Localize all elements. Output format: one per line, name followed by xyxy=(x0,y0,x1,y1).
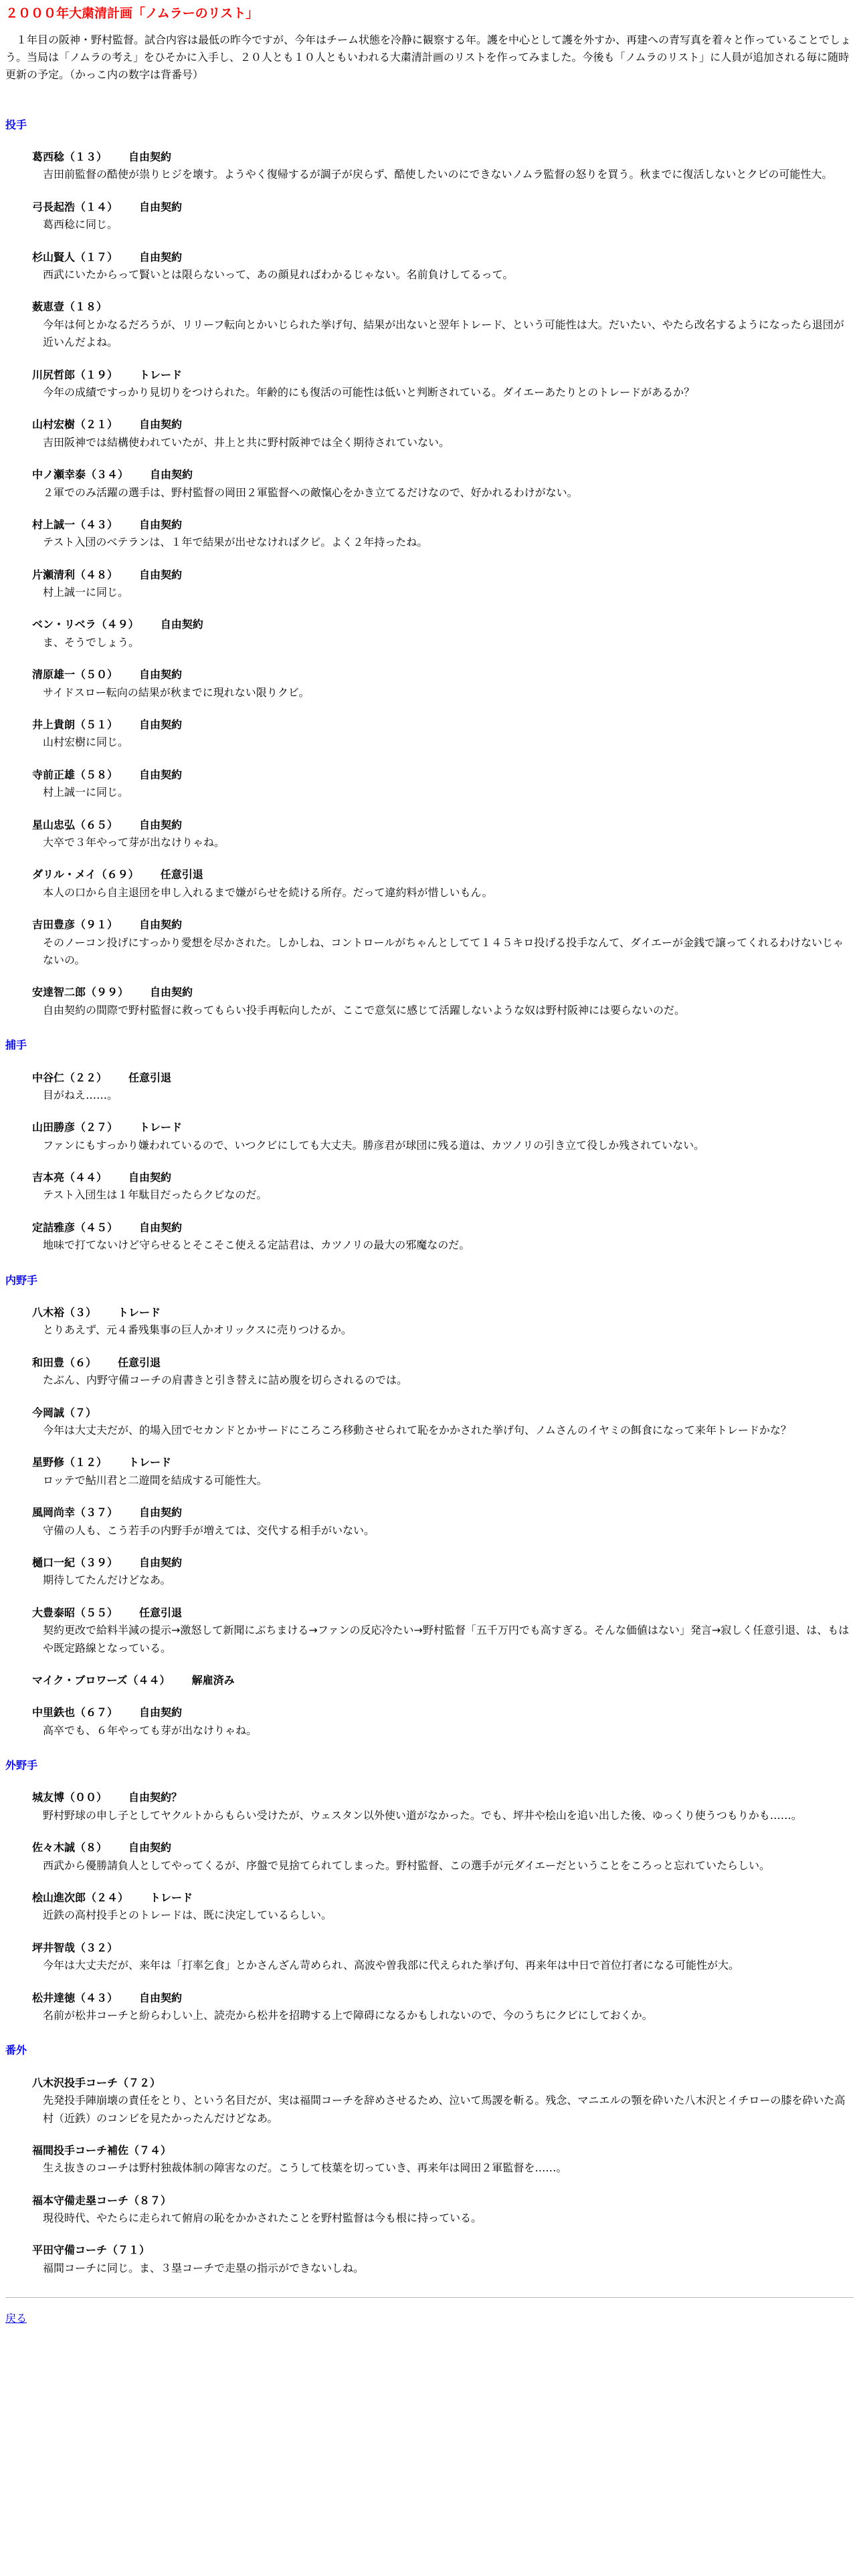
list-item xyxy=(32,298,854,351)
player-name: 八木沢投手コーチ（７２） xyxy=(32,2076,161,2089)
list-item xyxy=(32,199,854,234)
player-name-row xyxy=(32,298,854,316)
player-status: 自由契約 xyxy=(139,518,183,531)
player-status: 自由契約 xyxy=(150,468,193,481)
player-status: 任意引退 xyxy=(118,1356,161,1369)
player-name-row xyxy=(32,1990,854,2007)
player-name-row xyxy=(32,716,854,734)
list-item xyxy=(32,1169,854,1204)
player-name: 坪井智哉（３２） xyxy=(32,1941,118,1954)
player-description: ファンにもすっかり嫌われているので、いつクビにしても大丈夫。勝彦君が球団に残る道は、カツノリの引き立て役しか残されていない。 xyxy=(43,1138,705,1152)
list-item xyxy=(32,1069,854,1105)
list-item xyxy=(32,1990,854,2025)
player-description: 西武から優勝請負人としてやってくるが、序盤で見捨てられてしまった。野村監督、この選手が元ダイエーだということをころっと忘れていたらしい。 xyxy=(43,1858,771,1872)
player-status: 自由契約 xyxy=(139,818,183,831)
player-status: 自由契約 xyxy=(139,250,183,263)
list-item xyxy=(32,1504,854,1539)
player-status: 自由契約 xyxy=(139,1706,183,1719)
list-item xyxy=(32,2074,854,2127)
list-item xyxy=(32,817,854,852)
player-name-row xyxy=(32,1169,854,1186)
player-status: 自由契約 xyxy=(139,200,183,213)
player-name: 薮恵壹（１８） xyxy=(32,300,108,314)
player-name-row xyxy=(32,2242,854,2259)
list-item xyxy=(32,1119,854,1154)
player-description: 目がねえ……。 xyxy=(43,1088,118,1101)
player-status: 任意引退 xyxy=(128,1071,172,1084)
page-title: ２０００年大粛清計画「ノムラーのリスト」 xyxy=(5,6,259,21)
player-name: 定詰雅彦（４５） xyxy=(32,1220,118,1234)
player-description: ロッテで鮎川君と二遊間を結成する可能性大。 xyxy=(43,1473,268,1487)
player-description: たぶん、内野守備コーチの肩書きと引き替えに詰め腹を切らされるのでは。 xyxy=(43,1374,407,1387)
section xyxy=(5,2042,854,2277)
player-name-row xyxy=(32,1789,854,1806)
player-description: とりあえず、元４番残集事の巨人かオリックスに売りつけるか。 xyxy=(43,1323,352,1337)
list-item xyxy=(32,1454,854,1489)
player-name: 大豊泰昭（５５） xyxy=(32,1606,118,1619)
player-description: 先発投手陣崩壊の責任をとり、という名目だが、実は福間コーチを辞めさせるため、泣いて馬謖を斬る。残念、マニエルの顎を砕いた八木沢とイチローの膝を砕いた高村（近鉄）のコンビを見たかったんだけどなあ。 xyxy=(43,2094,846,2125)
player-name: 寺前正雄（５８） xyxy=(32,768,118,781)
section xyxy=(5,1037,854,1255)
player-status: 任意引退 xyxy=(160,868,203,881)
player-name-row xyxy=(32,1889,854,1907)
player-name: ダリル・メイ（６９） xyxy=(32,868,139,881)
player-description: 近鉄の高村投手とのトレードは、既に決定しているらしい。 xyxy=(43,1909,332,1922)
player-name: ベン・リベラ（４９） xyxy=(32,618,139,631)
list-item xyxy=(32,766,854,802)
player-description: 村上誠一に同じ。 xyxy=(43,786,129,799)
player-name: 中谷仁（２２） xyxy=(32,1071,108,1084)
player-status: 自由契約 xyxy=(139,1555,183,1569)
player-name: 清原雄一（５０） xyxy=(32,668,118,681)
player-name: 風岡尚幸（３７） xyxy=(32,1506,118,1519)
player-name-row xyxy=(32,666,854,683)
section xyxy=(5,1757,854,2024)
player-name-row xyxy=(32,1069,854,1087)
player-name-row xyxy=(32,199,854,216)
player-status: 自由契約 xyxy=(139,1506,183,1519)
player-name-row xyxy=(32,1939,854,1957)
player-name: 川尻哲郎（１９） xyxy=(32,368,118,381)
player-description: 契約更改で給料半減の提示→激怒して新聞にぶちまける→ファンの反応冷たい→野村監督「五千万円でも高すぎる。そんな価値はない」発言→寂しく任意引退、は、もはや既定路線となっている。 xyxy=(43,1624,850,1654)
player-status: 自由契約 xyxy=(128,150,172,164)
player-name-row xyxy=(32,2142,854,2159)
player-name-row xyxy=(32,1504,854,1521)
list-item xyxy=(32,616,854,651)
player-description: 今年の成績ですっかり見切りをつけられた。年齢的にも復活の可能性は低いと判断されている。ダイエーあたりとのトレードがあるか？ xyxy=(43,385,695,399)
list-item xyxy=(32,716,854,752)
player-name: 佐々木誠（８） xyxy=(32,1841,108,1854)
player-status: 自由契約 xyxy=(139,668,183,681)
player-status: 任意引退 xyxy=(139,1606,183,1619)
player-description: 名前が松井コーチと紛らわしい上、読売から松井を招聘する上で障碍になるかもしれないので、今のうちにクビにしておくか。 xyxy=(43,2008,653,2022)
player-description: 守備の人も、こう若手の内野手が増えては、交代する相手がいない。 xyxy=(43,1523,375,1537)
section-heading: 番外 xyxy=(5,2044,27,2057)
player-description: 自由契約の間際で野村監督に救ってもらい投手再転向したが、ここで意気に感じて活躍しないような奴は野村阪神には要らないのだ。 xyxy=(43,1003,686,1016)
section xyxy=(5,1272,854,1739)
player-name-row xyxy=(32,1304,854,1321)
player-name: 片瀬清利（４８） xyxy=(32,568,118,581)
player-status: 解雇済み xyxy=(191,1673,235,1687)
player-status: 自由契約 xyxy=(160,618,203,631)
player-name-row xyxy=(32,148,854,166)
list-item xyxy=(32,2192,854,2228)
player-name: 村上誠一（４３） xyxy=(32,518,118,531)
player-status: 自由契約 xyxy=(139,1220,183,1234)
list-item xyxy=(32,1889,854,1925)
player-name: 中ノ瀬幸泰（３４） xyxy=(32,468,129,481)
player-description: 高卒でも、６年やっても芽が出なけりゃね。 xyxy=(43,1723,258,1737)
player-description: テスト入団生は１年駄目だったらクビなのだ。 xyxy=(43,1188,268,1202)
player-description: 本人の口から自主退団を申し入れるまで嫌がらせを続ける所存。だって違約料が惜しいもん。 xyxy=(43,885,493,899)
player-name: 星野修（１２） xyxy=(32,1456,108,1469)
player-name-row xyxy=(32,566,854,584)
list-item xyxy=(32,566,854,602)
player-status: 自由契約 xyxy=(128,1171,172,1184)
player-description: 吉田阪神では結構使われていたが、井上と共に野村阪神では全く期待されていない。 xyxy=(43,435,450,449)
player-name-row xyxy=(32,1604,854,1622)
player-name-row xyxy=(32,249,854,266)
player-name: 福間投手コーチ補佐（７４） xyxy=(32,2143,172,2157)
player-name: 樋口一紀（３９） xyxy=(32,1555,118,1569)
player-name-row xyxy=(32,616,854,633)
player-name-row xyxy=(32,516,854,534)
player-name-row xyxy=(32,1219,854,1237)
list-item xyxy=(32,1704,854,1739)
player-description: ２軍でのみ活躍の選手は、野村監督の岡田２軍監督への敵愾心をかき立てるだけなので、好かれるわけがない。 xyxy=(43,486,578,499)
player-name-row xyxy=(32,817,854,834)
player-name-row xyxy=(32,1554,854,1572)
list-item xyxy=(32,1304,854,1339)
player-name: マイク・ブロワーズ（４４） xyxy=(32,1673,171,1687)
player-name-row xyxy=(32,1704,854,1721)
player-description: 吉田前監督の酷使が祟りヒジを壊す。ようやく復帰するが調子が戻らず、酷使したいのにできないノムラ監督の怒りを買う。秋までに復活しないとクビの可能性大。 xyxy=(43,168,833,181)
list-item xyxy=(32,1354,854,1390)
list-item xyxy=(32,466,854,502)
player-name: 星山忠弘（６５） xyxy=(32,818,118,831)
sections-container xyxy=(5,116,854,2278)
player-status: 自由契約 xyxy=(139,918,183,932)
player-name-row xyxy=(32,1404,854,1422)
section xyxy=(5,116,854,1019)
player-name: 吉田豊彦（９１） xyxy=(32,918,118,932)
player-name-row xyxy=(32,2074,854,2092)
player-status: 自由契約 xyxy=(139,718,183,732)
player-description: 地味で打てないけど守らせるとそこそこ使える定詰君は、カツノリの最大の邪魔なのだ。 xyxy=(43,1239,470,1252)
player-description: 今年は大丈夫だが、来年は「打率乞食」とかさんざん苛められ、高波や曽我部に代えられた挙げ句、再来年は中日で首位打者になる可能性が大。 xyxy=(43,1959,739,1972)
player-status: トレード xyxy=(128,1456,172,1469)
section-heading: 捕手 xyxy=(5,1039,27,1052)
player-name: 桧山進次郎（２４） xyxy=(32,1891,129,1905)
player-name-row xyxy=(32,1839,854,1856)
player-name: 杉山賢人（１７） xyxy=(32,250,118,263)
player-status: 自由契約 xyxy=(139,568,183,581)
player-status: 自由契約 xyxy=(139,1991,183,2004)
list-item xyxy=(32,984,854,1019)
player-name-row xyxy=(32,984,854,1001)
back-link[interactable]: 戻る xyxy=(5,2312,27,2325)
player-name-row xyxy=(32,416,854,433)
player-name: 松井達徳（４３） xyxy=(32,1991,118,2004)
list-item xyxy=(32,516,854,552)
list-item xyxy=(32,148,854,184)
section-heading: 外野手 xyxy=(5,1759,38,1772)
player-status: トレード xyxy=(118,1306,161,1319)
player-name-row xyxy=(32,1672,854,1689)
player-description: 大卒で３年やって芽が出なけりゃね。 xyxy=(43,836,225,849)
player-description: テスト入団のベテランは、１年で結果が出せなければクビ。よく２年持ったね。 xyxy=(43,536,428,549)
player-name: 城友博（００） xyxy=(32,1791,108,1804)
player-description: サイドスロー転向の結果が秋までに現れない限りクビ。 xyxy=(43,685,310,699)
player-name-row xyxy=(32,866,854,883)
player-name: 弓長起浩（１４） xyxy=(32,200,118,213)
player-description: 村上誠一に同じ。 xyxy=(43,586,129,599)
list-item xyxy=(32,249,854,284)
player-name: 平田守備コーチ（７１） xyxy=(32,2244,151,2257)
player-name-row xyxy=(32,1454,854,1471)
player-status: 自由契約 xyxy=(150,986,193,999)
player-name: 和田豊（６） xyxy=(32,1356,97,1369)
list-item xyxy=(32,1939,854,1975)
player-status: トレード xyxy=(139,368,183,381)
player-status: トレード xyxy=(150,1891,193,1905)
player-name-row xyxy=(32,1354,854,1372)
player-name: 山田勝彦（２７） xyxy=(32,1121,118,1134)
player-name: 安達智二郎（９９） xyxy=(32,986,129,999)
player-status: 自由契約 xyxy=(139,768,183,781)
player-name-row xyxy=(32,366,854,384)
player-name: 葛西稔（１３） xyxy=(32,150,108,164)
player-description: そのノーコン投げにすっかり愛想を尽かされた。しかしね、コントロールがちゃんとしてて１４５キロ投げる投手なんて、ダイエーが金銭で譲ってくれるわけないじゃないの。 xyxy=(43,936,844,966)
player-name-row xyxy=(32,1119,854,1136)
list-item xyxy=(32,416,854,451)
player-status: 自由契約 xyxy=(128,1841,172,1854)
section-heading: 内野手 xyxy=(5,1273,38,1287)
player-name-row xyxy=(32,2192,854,2210)
player-name: 福本守備走塁コーチ（８７） xyxy=(32,2193,172,2207)
player-description: 葛西稔に同じ。 xyxy=(43,218,118,231)
list-item xyxy=(32,2242,854,2277)
player-description: 福間コーチに同じ。ま、３塁コーチで走塁の指示ができないしね。 xyxy=(43,2261,365,2274)
list-item xyxy=(32,1839,854,1874)
player-description: 現役時代、やたらに走られて俯肩の恥をかかされたことを野村監督は今も根に持っている。 xyxy=(43,2212,482,2225)
player-status: トレード xyxy=(139,1121,183,1134)
player-description: 山村宏樹に同じ。 xyxy=(43,736,129,749)
player-description: 期待してたんだけどなあ。 xyxy=(43,1574,171,1587)
player-description: ま、そうでしょう。 xyxy=(43,635,140,649)
list-item xyxy=(32,1404,854,1440)
player-name: 今岡誠（７） xyxy=(32,1406,97,1419)
player-name-row xyxy=(32,466,854,484)
player-status: 自由契約 xyxy=(139,418,183,431)
list-item xyxy=(32,916,854,969)
divider xyxy=(5,2297,854,2298)
player-name-row xyxy=(32,916,854,934)
list-item xyxy=(32,1554,854,1590)
section-heading: 投手 xyxy=(5,118,27,131)
list-item xyxy=(32,1672,854,1689)
list-item xyxy=(32,2142,854,2177)
intro-paragraph: １年目の阪神・野村監督。試合内容は最低の昨今ですが、今年はチーム状態を冷静に観察する年。護を中心として護を外すか、再建への青写真を着々と作っていることでしょう。当局は「ノムラの考え」をひそかに入手し、２０人とも１０人ともいわれる大粛清計画のリストを作ってみました。今後も「ノムラのリスト」に人員が追加される毎に随時更新の予定。（かっこ内の数字は背番号） xyxy=(5,33,852,82)
list-item xyxy=(32,1789,854,1824)
player-name: 八木裕（３） xyxy=(32,1306,97,1319)
list-item xyxy=(32,866,854,901)
player-description: 今年は何とかなるだろうが、リリーフ転向とかいじられた挙げ句、結果が出ないと翌年トレード、という可能性は大。だいたい、やたら改名するようになったら退団が近いんだよね。 xyxy=(43,318,844,349)
list-item xyxy=(32,366,854,402)
player-description: 今年は大丈夫だが、的場入団でセカンドとかサードにころころ移動させられて恥をかかされた挙げ句、ノムさんのイヤミの餌食になって来年トレードかな？ xyxy=(43,1423,791,1436)
player-status: 自由契約？ xyxy=(128,1791,183,1804)
list-item xyxy=(32,666,854,702)
list-item xyxy=(32,1604,854,1657)
player-description: 生え抜きのコーチは野村独裁体制の障害なのだ。こうして枝葉を切っていき、再来年は岡田２軍監督を……。 xyxy=(43,2161,567,2175)
player-description: 西武にいたからって賢いとは限らないって、あの顔見ればわかるじゃない。名前負けしてるって。 xyxy=(43,268,514,282)
player-name: 吉本亮（４４） xyxy=(32,1171,108,1184)
player-name: 井上貴朗（５１） xyxy=(32,718,118,732)
list-item xyxy=(32,1219,854,1255)
player-name: 山村宏樹（２１） xyxy=(32,418,118,431)
player-description: 野村野球の申し子としてヤクルトからもらい受けたが、ウェスタン以外使い道がなかった。でも、坪井や桧山を追い出した後、ゆっくり使うつもりかも……。 xyxy=(43,1808,802,1822)
player-name: 中里鉄也（６７） xyxy=(32,1706,118,1719)
player-name-row xyxy=(32,766,854,784)
